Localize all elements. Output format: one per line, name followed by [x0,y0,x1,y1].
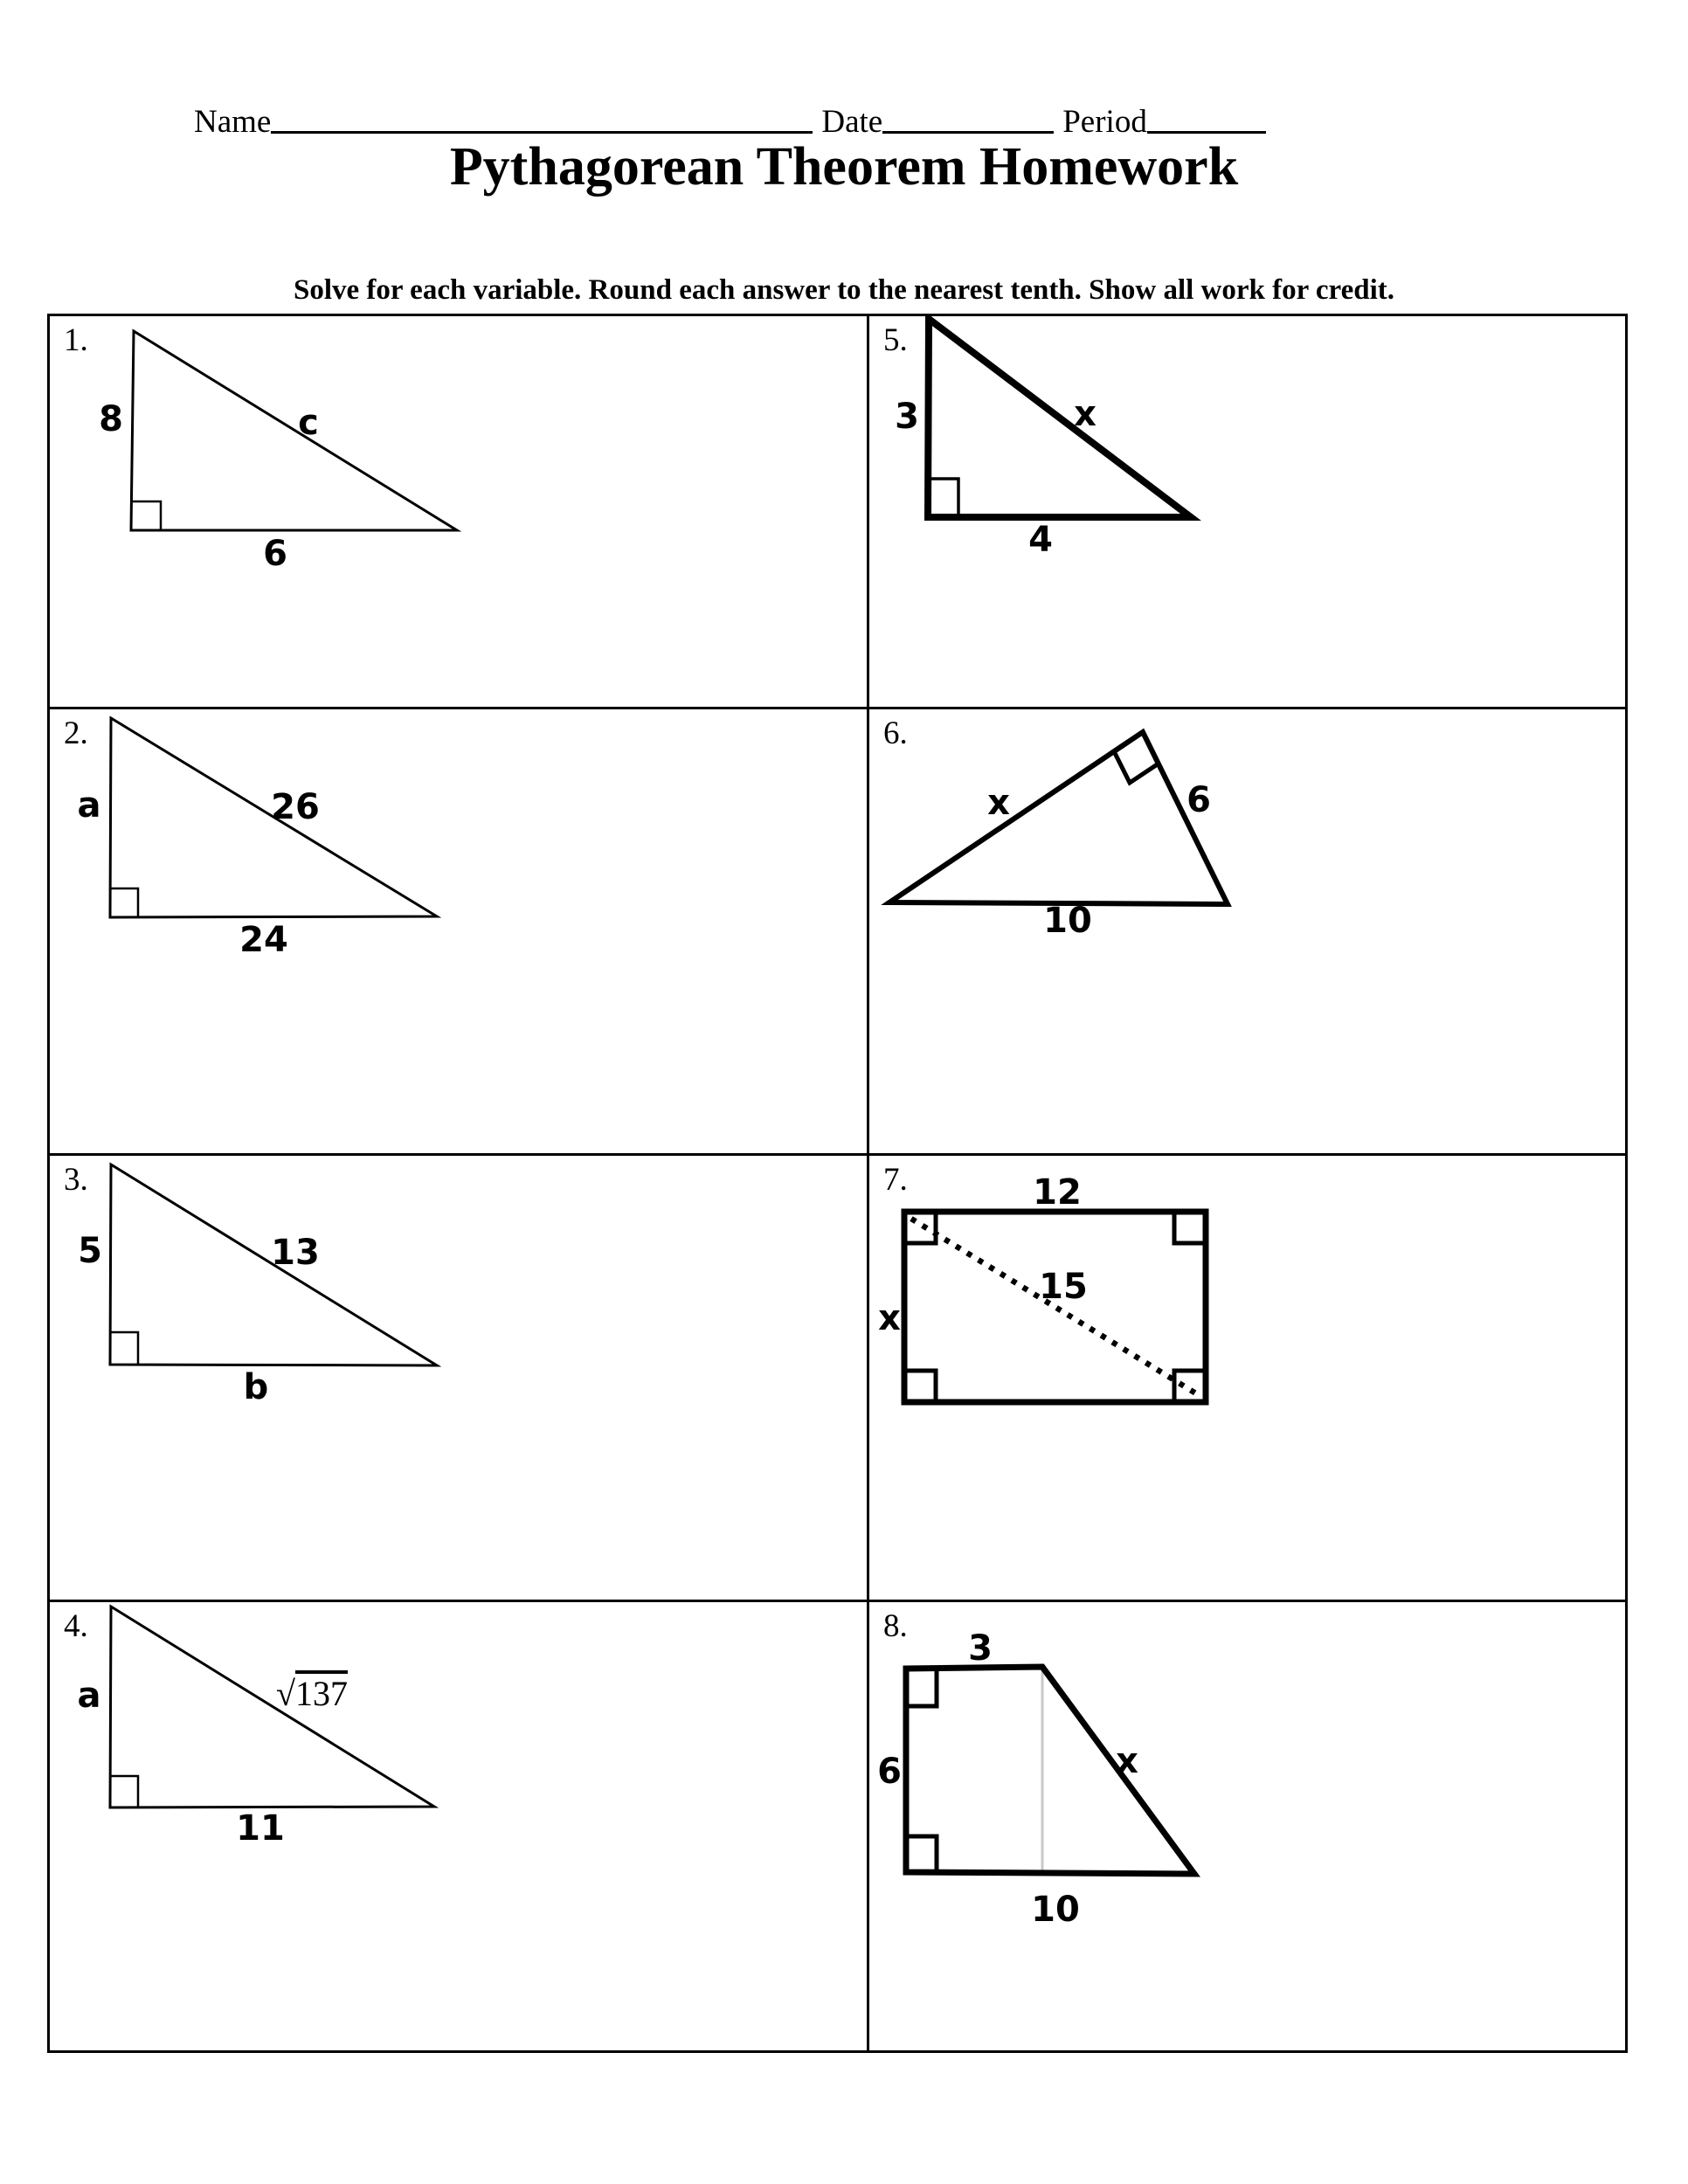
right-angle-marker [110,1776,138,1807]
problem-5-number: 5. [883,322,908,358]
problem-2-figure [50,709,867,1153]
problem-1-cell [50,316,869,709]
problems-grid [47,314,1628,2053]
radicand: 137 [294,1674,348,1713]
problem-2-hypotenuse-label: 26 [271,787,320,827]
right-angle-marker-bottom-right [1174,1371,1206,1402]
date-label: Date [821,104,883,140]
problem-1-figure [50,316,867,707]
date-blank-line [882,131,1054,134]
right-angle-marker-top-right [1174,1212,1206,1243]
name-label: Name [194,104,272,140]
triangle-shape [889,732,1228,904]
problem-7-cell [869,1156,1625,1602]
problem-8-number: 8. [883,1608,908,1644]
triangle-shape [928,319,1191,517]
diagonal-dotted-line [911,1219,1199,1395]
problem-2-number: 2. [64,715,88,751]
right-angle-marker [131,501,161,530]
problem-8-slant-side-label: x [1116,1741,1138,1781]
problem-6-cell [869,709,1625,1156]
page-title: Pythagorean Theorem Homework [449,137,1239,197]
problem-2-cell [50,709,869,1156]
problem-3-number: 3. [64,1162,88,1198]
right-angle-marker-bottom-left [904,1371,936,1402]
problem-6-bottom-side-label: 10 [1043,901,1092,941]
problem-1-number: 1. [64,322,88,358]
problem-4-number: 4. [64,1608,88,1644]
problem-5-cell [869,316,1625,709]
period-blank-line [1147,131,1266,134]
problem-3-cell [50,1156,869,1602]
period-label: Period [1062,104,1147,140]
problem-1-hypotenuse-label: c [298,403,319,443]
problem-2-bottom-leg-label: 24 [239,920,288,960]
problem-8-figure [869,1602,1622,2048]
problem-4-bottom-leg-label: 11 [236,1808,285,1849]
problem-7-diagonal-label: 15 [1039,1267,1088,1307]
problem-6-left-side-label: x [987,783,1010,823]
problem-3-hypotenuse-label: 13 [271,1233,320,1273]
triangle-shape [110,1607,434,1807]
problem-6-right-side-label: 6 [1186,780,1211,820]
problem-6-figure [869,709,1622,1153]
name-blank-line [271,131,813,134]
problem-1-bottom-leg-label: 6 [263,534,287,574]
problem-8-cell [869,1602,1625,2050]
problem-3-left-leg-label: 5 [78,1231,102,1271]
problem-4-hypotenuse-label [276,1676,348,1711]
header-fill-in-line [194,103,1266,141]
trapezoid-shape [906,1667,1194,1874]
problem-5-left-leg-label: 3 [895,397,919,437]
problem-3-figure [50,1156,867,1600]
right-angle-marker [928,479,958,517]
right-angle-marker [110,1332,138,1365]
problem-8-left-side-label: 6 [877,1752,902,1792]
problem-8-bottom-side-label: 10 [1031,1890,1080,1930]
problem-7-figure [869,1156,1622,1600]
problem-4-figure [50,1602,867,2048]
problem-7-number: 7. [883,1162,908,1198]
right-angle-marker [110,888,138,917]
problem-6-number: 6. [883,715,908,751]
problem-7-left-side-label: x [878,1298,901,1338]
triangle-shape [131,331,457,530]
right-angle-marker-top-left [904,1212,936,1243]
radical-sign: √ [276,1674,295,1713]
instruction-text: Solve for each variable. Round each answer to the nearest tenth. Show all work for credit. [293,274,1395,306]
problem-8-top-side-label: 3 [968,1628,993,1669]
problem-2-left-leg-label: a [77,785,101,826]
problem-3-bottom-leg-label: b [243,1367,269,1407]
problem-7-top-side-label: 12 [1033,1172,1082,1213]
problem-5-hypotenuse-label: x [1074,394,1097,434]
problem-4-cell [50,1602,869,2050]
problem-1-left-leg-label: 8 [99,399,123,439]
problem-4-left-leg-label: a [77,1676,101,1716]
right-angle-marker-bottom-left [906,1836,937,1872]
problem-5-bottom-leg-label: 4 [1028,520,1053,560]
problem-5-figure [869,316,1622,707]
right-angle-marker-top-left [906,1669,937,1706]
